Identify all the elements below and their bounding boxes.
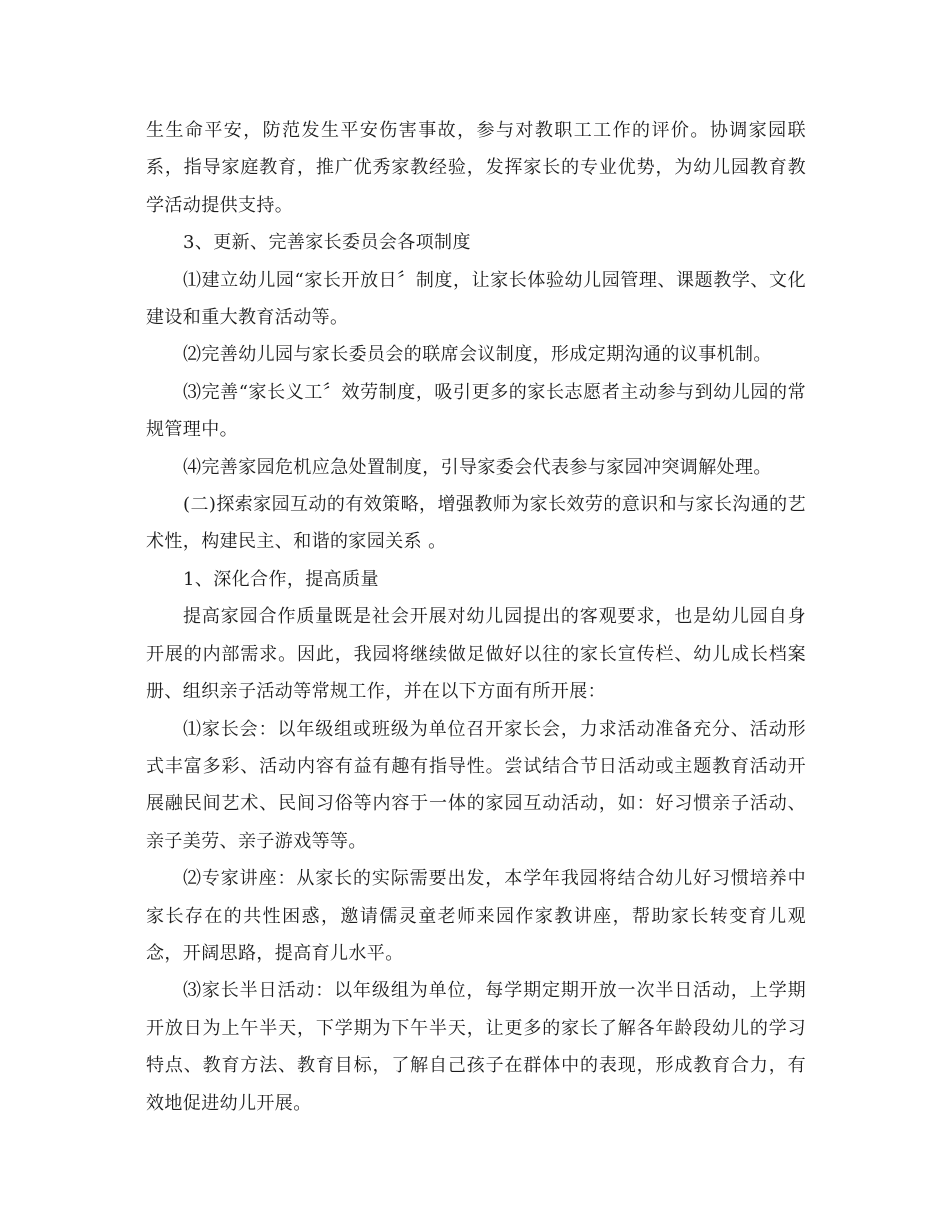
list-item-expert-lecture: ⑵专家讲座：从家长的实际需要出发，本学年我园将结合幼儿好习惯培养中家长存在的共性困惑，邀请儒灵童老师来园作家教讲座，帮助家长转变育儿观念，开阔思路，提高育儿水平。 [146, 868, 806, 964]
document-body [146, 112, 806, 1122]
list-item-1: ⑴建立幼儿园“家长开放日〞制度，让家长体验幼儿园管理、课题教学、文化建设和重大教育活动等。 [146, 269, 806, 329]
paragraph-continuation: 生生命平安，防范发生平安伤害事故，参与对教职工工作的评价。协调家园联系，指导家庭教育，推广优秀家教经验，发挥家长的专业优势，为幼儿园教育教学活动提供支持。 [146, 120, 806, 216]
section-heading-2: (二)探索家园互动的有效策略，增强教师为家长效劳的意识和与家长沟通的艺术性，构建民主、和谐的家园关系 。 [146, 494, 806, 553]
section-heading-3: 3、更新、完善家长委员会各项制度 [183, 232, 471, 254]
list-item-2: ⑵完善幼儿园与家长委员会的联席会议制度，形成定期沟通的议事机制。 [183, 344, 772, 366]
list-item-parents-meeting: ⑴家长会：以年级组或班级为单位召开家长会，力求活动准备充分、活动形式丰富多彩、活动内容有益有趣有指导性。尝试结合节日活动或主题教育活动开展融民间艺术、民间习俗等内容于一体的家园互动活动，如：好习惯亲子活动、亲子美劳、亲子游戏等等。 [146, 718, 806, 852]
paragraph-body: 提高家园合作质量既是社会开展对幼儿园提出的客观要求，也是幼儿园自身开展的内部需求。因此，我园将继续做足做好以往的家长宣传栏、幼儿成长档案册、组织亲子活动等常规工作，并在以下方面有所开展： [146, 606, 806, 703]
list-item-half-day-activity: ⑶家长半日活动：以年级组为单位，每学期定期开放一次半日活动，上学期开放日为上午半天，下学期为下午半天，让更多的家长了解各年龄段幼儿的学习特点、教育方法、教育目标，了解自己孩子在群体中的表现，形成教育合力，有效地促进幼儿开展。 [146, 980, 806, 1114]
section-heading-1: 1、深化合作，提高质量 [183, 568, 379, 590]
list-item-4: ⑷完善家园危机应急处置制度，引导家委会代表参与家园冲突调解处理。 [183, 456, 772, 478]
list-item-3: ⑶完善“家长义工〞效劳制度，吸引更多的家长志愿者主动参与到幼儿园的常规管理中。 [146, 381, 806, 441]
